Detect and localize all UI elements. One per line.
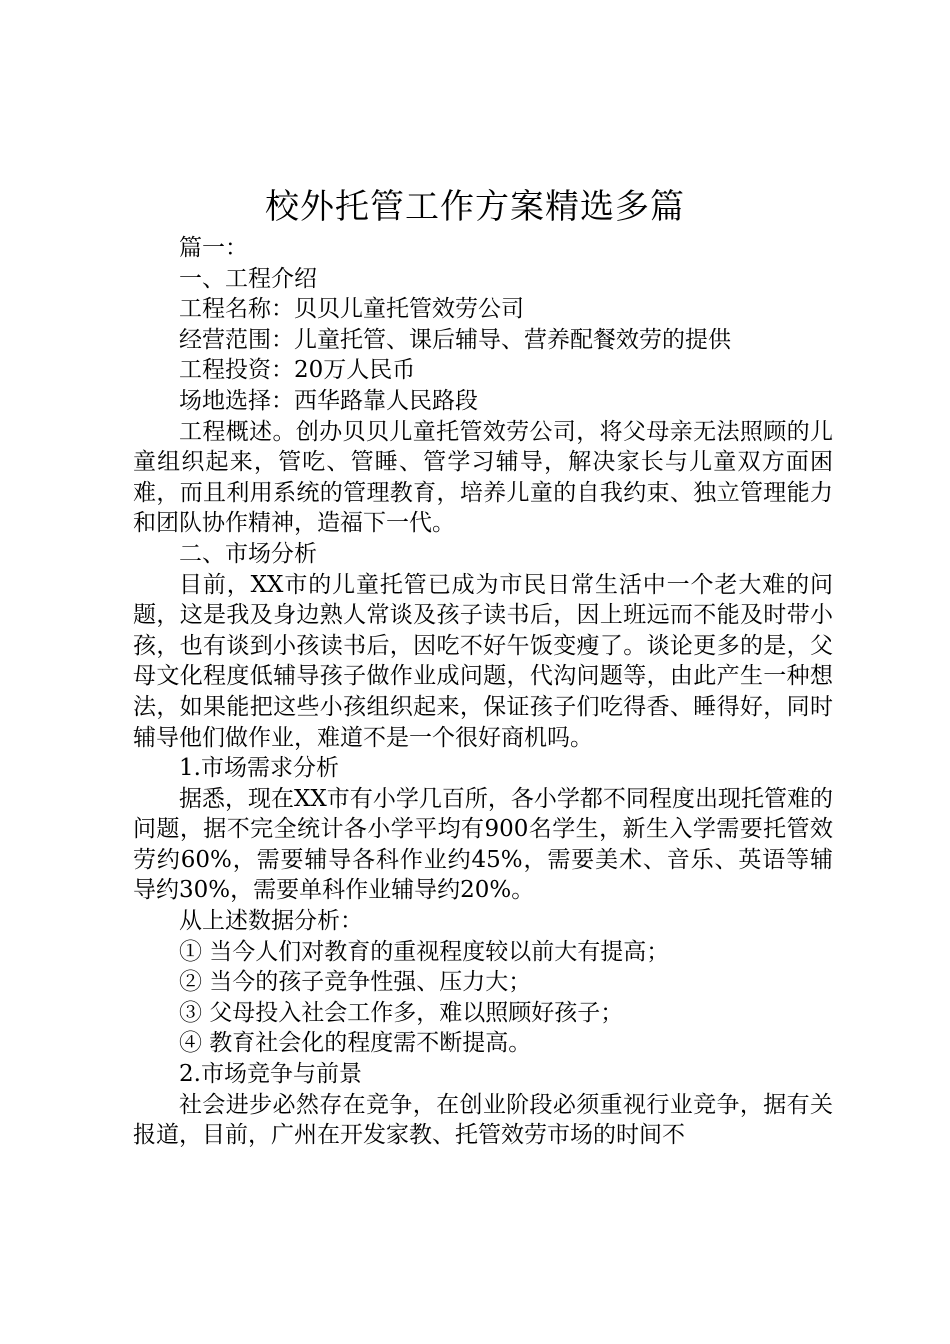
paragraph: 据悉，现在XX市有小学几百所，各小学都不同程度出现托管难的问题，据不完全统计各小学平均有900名学生，新生入学需要托管效劳约60%，需要辅导各科作业约45%，需要美术、音乐、英语等辅导约30%，需要单科作业辅导约20%。	[133, 785, 833, 904]
paragraph: 工程概述。创办贝贝儿童托管效劳公司，将父母亲无法照顾的儿童组织起来，管吃、管睡、管学习辅导，解决家长与儿童双方面困难，而且利用系统的管理教育，培养儿童的自我约束、独立管理能力和团队协作精神，造福下一代。	[133, 418, 833, 537]
paragraph: 场地选择：西华路靠人民路段	[179, 387, 478, 414]
paragraph: 一、工程介绍	[179, 265, 317, 292]
paragraph: ② 当今的孩子竞争性强、压力大；	[179, 969, 532, 996]
paragraph: 目前，XX市的儿童托管已成为市民日常生活中一个老大难的问题，这是我及身边熟人常谈及孩子读书后，因上班远而不能及时带小孩，也有谈到小孩读书后，因吃不好午饭变瘦了。谈论更多的是，父母文化程度低辅导孩子做作业成问题，代沟问题等，由此产生一种想法，如果能把这些小孩组织起来，保证孩子们吃得香、睡得好，同时辅导他们做作业，难道不是一个很好商机吗。	[133, 571, 833, 751]
paragraph: ④ 教育社会化的程度需不断提高。	[179, 1030, 532, 1057]
paragraph: ① 当今人们对教育的重视程度较以前大有提高；	[179, 938, 670, 965]
paragraph: 二、市场分析	[179, 540, 317, 567]
paragraph: 工程投资：20万人民币	[179, 357, 416, 384]
paragraph: 篇一：	[179, 235, 248, 261]
document-body	[133, 233, 833, 1151]
paragraph: ③ 父母投入社会工作多，难以照顾好孩子；	[179, 999, 624, 1026]
paragraph: 工程名称：贝贝儿童托管效劳公司	[179, 296, 524, 323]
paragraph: 2.市场竞争与前景	[179, 1061, 362, 1088]
paragraph: 社会进步必然存在竞争，在创业阶段必须重视行业竞争，据有关报道，目前，广州在开发家教、托管效劳市场的时间不	[133, 1091, 833, 1149]
document-title: 校外托管工作方案精选多篇	[265, 187, 685, 227]
paragraph: 1.市场需求分析	[179, 755, 339, 782]
paragraph: 经营范围：儿童托管、课后辅导、营养配餐效劳的提供	[179, 326, 731, 353]
paragraph: 从上述数据分析：	[179, 908, 363, 935]
